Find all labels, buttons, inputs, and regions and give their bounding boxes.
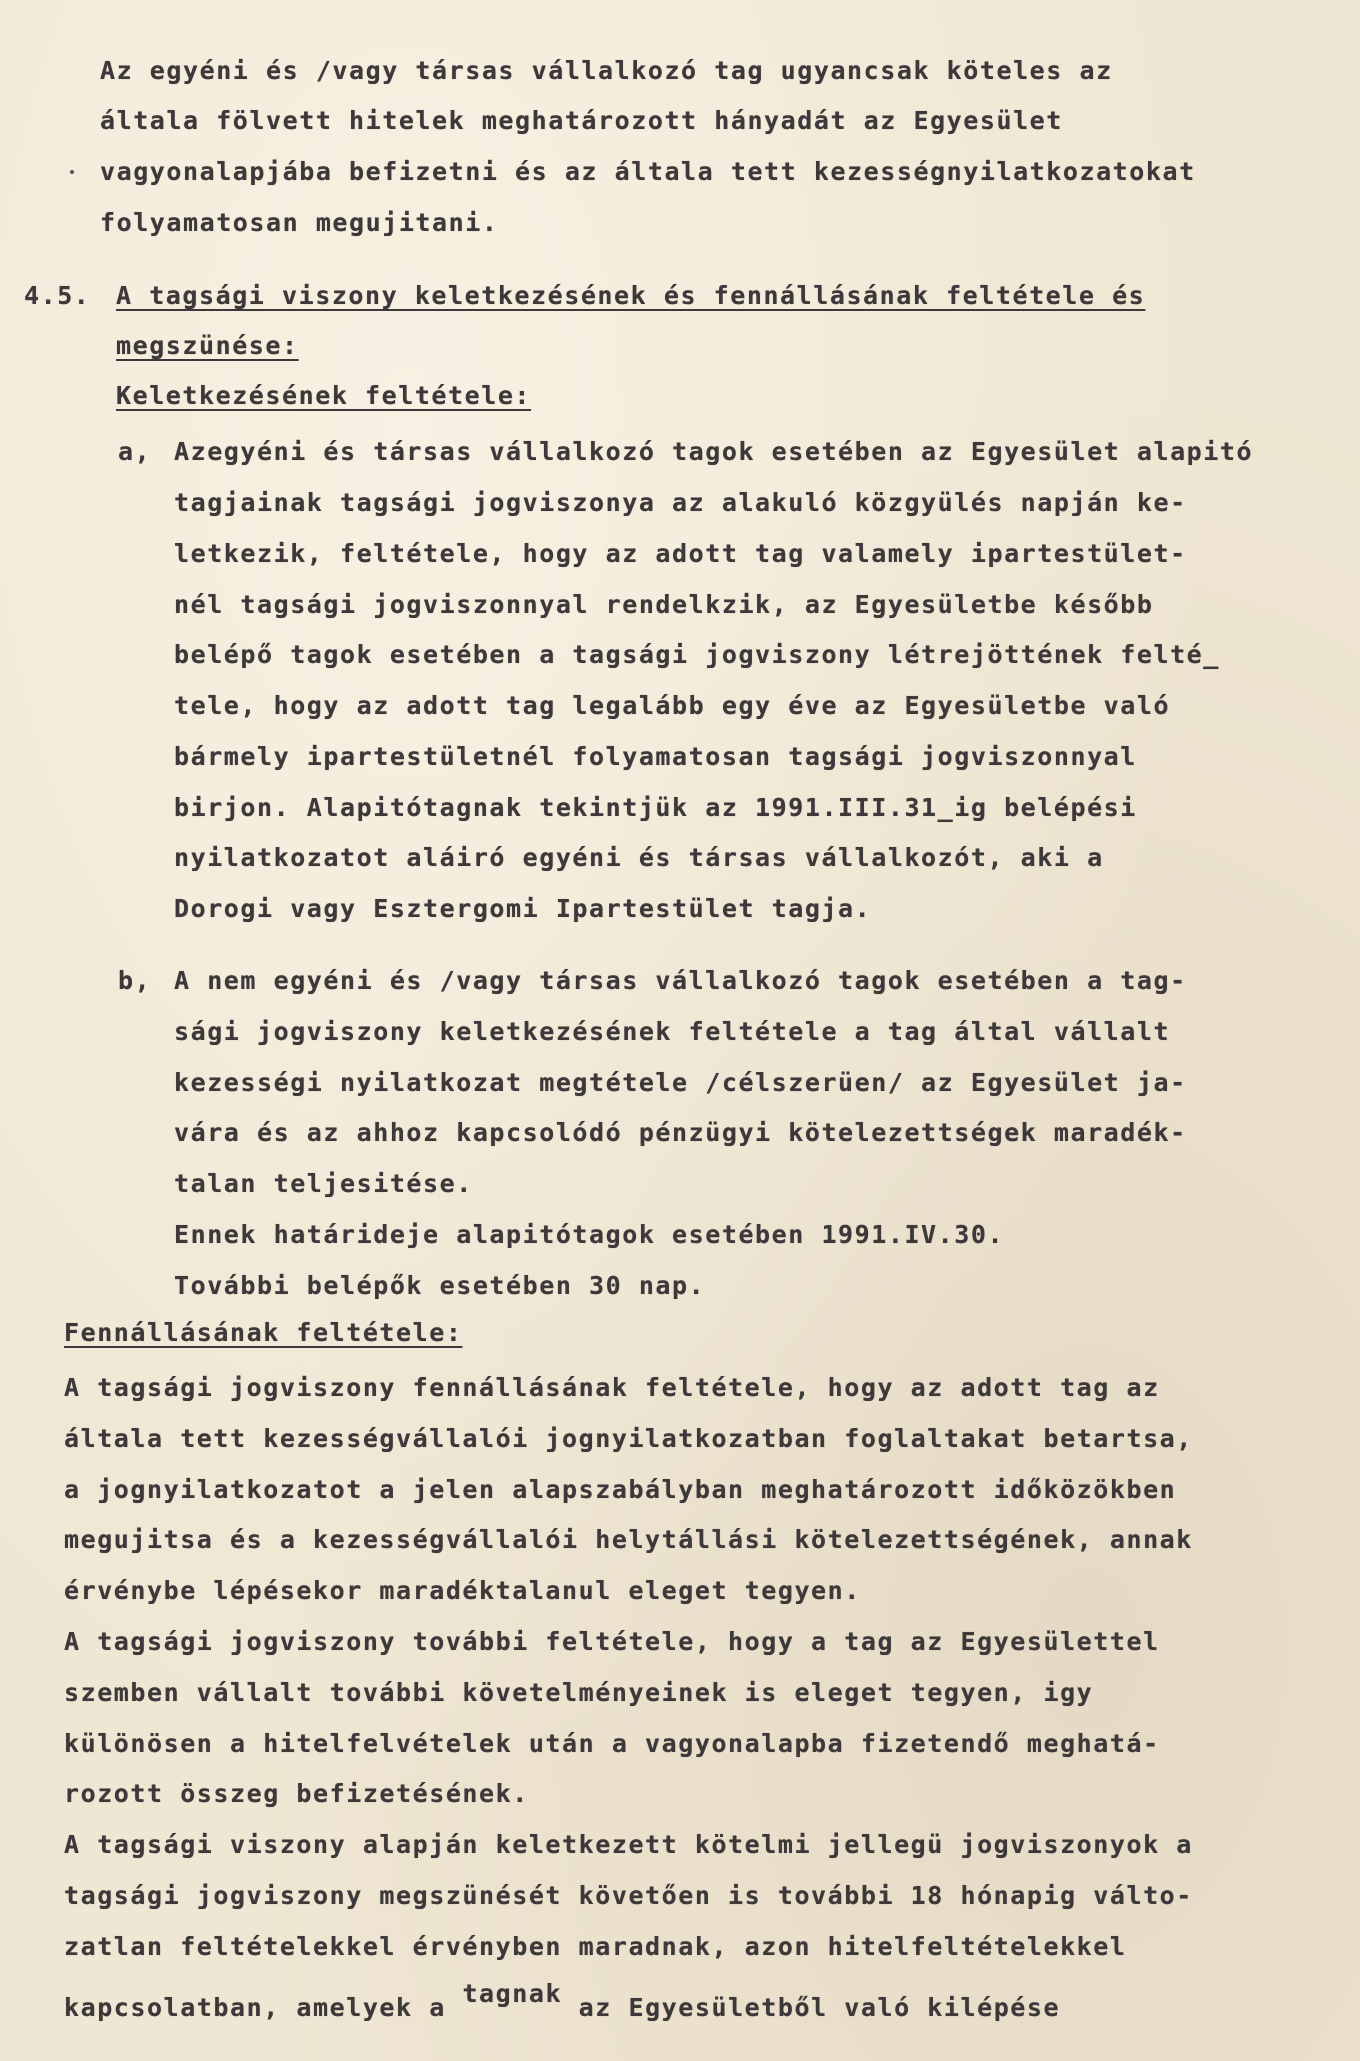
- text-line-last: [64, 1979, 1061, 2023]
- text-line: A tagsági jogviszony fennállásának feltétele, hogy az adott tag az: [64, 1373, 1160, 1402]
- text-line: A nem egyéni és /vagy társas vállalkozó tagok esetében a tag-: [174, 966, 1187, 995]
- section-heading: A tagsági viszony keletkezésének és fennállásának feltétele és: [116, 281, 1146, 310]
- item-a-label: a,: [118, 437, 152, 466]
- text-line: Ennek határideje alapitótagok esetében 1991.IV.30.: [174, 1220, 1005, 1249]
- subheading-origin: Keletkezésének feltétele:: [116, 381, 532, 410]
- text-line: Dorogi vagy Esztergomi Ipartestület tagja.: [174, 894, 872, 923]
- text-line: folyamatosan megujitani.: [100, 208, 499, 237]
- section-number: 4.5.: [24, 281, 91, 310]
- text-line: különösen a hitelfelvételek után a vagyonalapba fizetendő meghatá-: [64, 1729, 1160, 1758]
- text-line: tagjainak tagsági jogviszonya az alakuló közgyülés napján ke-: [174, 488, 1187, 517]
- text-line: rozott összeg befizetésének.: [64, 1779, 529, 1808]
- text-line: Az egyéni és /vagy társas vállalkozó tag ugyancsak köteles az: [100, 56, 1113, 85]
- text-line: sági jogviszony keletkezésének feltétele a tag által vállalt: [174, 1017, 1171, 1046]
- text-line: kezességi nyilatkozat megtétele /célszerüen/ az Egyesület ja-: [174, 1068, 1187, 1097]
- text-line: tagsági jogviszony megszünését követően is további 18 hónapig válto-: [64, 1881, 1193, 1910]
- text-line: nél tagsági jogviszonnyal rendelkzik, az Egyesületbe később: [174, 590, 1154, 619]
- section-heading: megszünése:: [116, 331, 299, 360]
- text-line: nyilatkozatot aláiró egyéni és társas vállalkozót, aki a: [174, 843, 1104, 872]
- text-line: érvénybe lépésekor maradéktalanul eleget tegyen.: [64, 1576, 861, 1605]
- text-line: belépő tagok esetében a tagsági jogviszony létrejöttének felté_: [174, 640, 1220, 669]
- text-line: letkezik, feltétele, hogy az adott tag valamely ipartestület-: [174, 539, 1187, 568]
- text-line: vagyonalapjába befizetni és az általa tett kezességnyilatkozatokat: [100, 157, 1196, 186]
- text-line: talan teljesitése.: [174, 1169, 473, 1198]
- text-line: általa tett kezességvállalói jognyilatkozatban foglaltakat betartsa,: [64, 1424, 1193, 1453]
- text-line: A tagsági jogviszony további feltétele, hogy a tag az Egyesülettel: [64, 1627, 1160, 1656]
- text-line: Azegyéni és társas vállalkozó tagok esetében az Egyesület alapitó: [174, 437, 1254, 466]
- item-b-label: b,: [118, 966, 152, 995]
- superscript-insertion: tagnak: [462, 1979, 563, 2008]
- text-line: a jognyilatkozatot a jelen alapszabályban meghatározott időközökben: [64, 1475, 1177, 1504]
- text-fragment: kapcsolatban, amelyek a: [64, 1993, 446, 2022]
- text-line: vára és az ahhoz kapcsolódó pénzügyi kötelezettségek maradék-: [174, 1118, 1187, 1147]
- text-line: általa fölvett hitelek meghatározott hányadát az Egyesület: [100, 106, 1063, 135]
- text-line: birjon. Alapitótagnak tekintjük az 1991.III.31_ig belépési: [174, 793, 1137, 822]
- subheading-existence: Fennállásának feltétele:: [64, 1318, 463, 1347]
- text-line: bármely ipartestületnél folyamatosan tagsági jogviszonnyal: [174, 742, 1137, 771]
- text-line: zatlan feltételekkel érvényben maradnak, azon hitelfeltételekkel: [64, 1932, 1127, 1961]
- text-line: A tagsági viszony alapján keletkezett kötelmi jellegü jogviszonyok a: [64, 1830, 1193, 1859]
- text-line: szemben vállalt további követelményeinek is eleget tegyen, igy: [64, 1678, 1094, 1707]
- text-fragment: az Egyesületből való kilépése: [578, 1993, 1061, 2022]
- text-line: További belépők esetében 30 nap.: [174, 1271, 706, 1300]
- margin-mark: [70, 170, 74, 174]
- text-line: megujitsa és a kezességvállalói helytállási kötelezettségének, annak: [64, 1525, 1193, 1554]
- text-line: tele, hogy az adott tag legalább egy éve az Egyesületbe való: [174, 691, 1171, 720]
